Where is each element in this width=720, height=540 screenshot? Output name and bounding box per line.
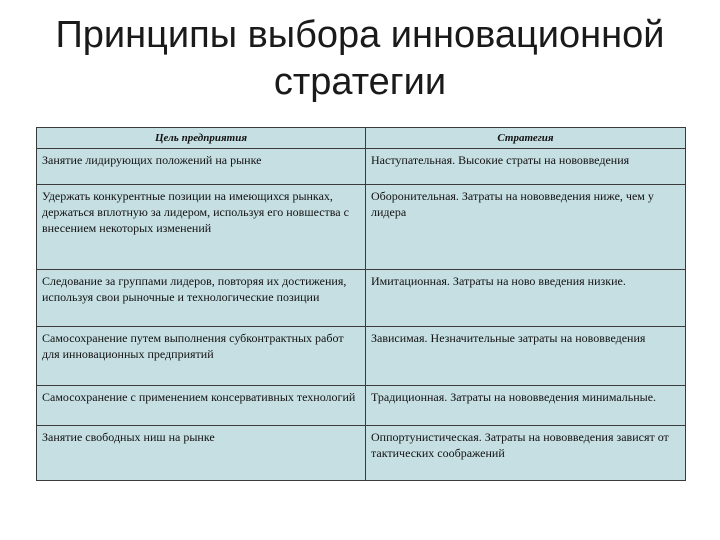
strategy-cell: Наступательная. Высокие страты на нововведения	[366, 149, 686, 185]
goal-cell: Самосохранение с применением консервативных технологий	[37, 386, 366, 426]
table-row	[37, 185, 686, 270]
table-row	[37, 327, 686, 386]
strategy-cell: Оппортунистическая. Затраты на нововведения зависят от тактических соображений	[366, 426, 686, 481]
header-goal: Цель предприятия	[37, 128, 366, 149]
table-row	[37, 426, 686, 481]
goal-cell: Занятие свободных ниш на рынке	[37, 426, 366, 481]
goal-cell: Следование за группами лидеров, повторяя их достижения, используя свои рыночные и технологические позиции	[37, 270, 366, 327]
strategy-table	[36, 127, 686, 481]
goal-cell: Удержать конкурентные позиции на имеющихся рынках, держаться вплотную за лидером, используя его новшества с внесением некоторых изменений	[37, 185, 366, 270]
table-row	[37, 386, 686, 426]
header-strategy: Стратегия	[366, 128, 686, 149]
strategy-cell: Имитационная. Затраты на ново введения низкие.	[366, 270, 686, 327]
slide-title	[40, 12, 680, 106]
goal-cell: Самосохранение путем выполнения субконтрактных работ для инновационных предприятий	[37, 327, 366, 386]
strategy-cell: Оборонительная. Затраты на нововведения ниже, чем у лидера	[366, 185, 686, 270]
goal-cell: Занятие лидирующих положений на рынке	[37, 149, 366, 185]
title-line-1: Принципы выбора инновационной	[55, 14, 665, 56]
table-row	[37, 270, 686, 327]
table-row	[37, 149, 686, 185]
strategy-cell: Зависимая. Незначительные затраты на нововведения	[366, 327, 686, 386]
title-line-2: стратегии	[273, 61, 447, 103]
strategy-cell: Традиционная. Затраты на нововведения минимальные.	[366, 386, 686, 426]
table-header-row	[37, 128, 686, 149]
